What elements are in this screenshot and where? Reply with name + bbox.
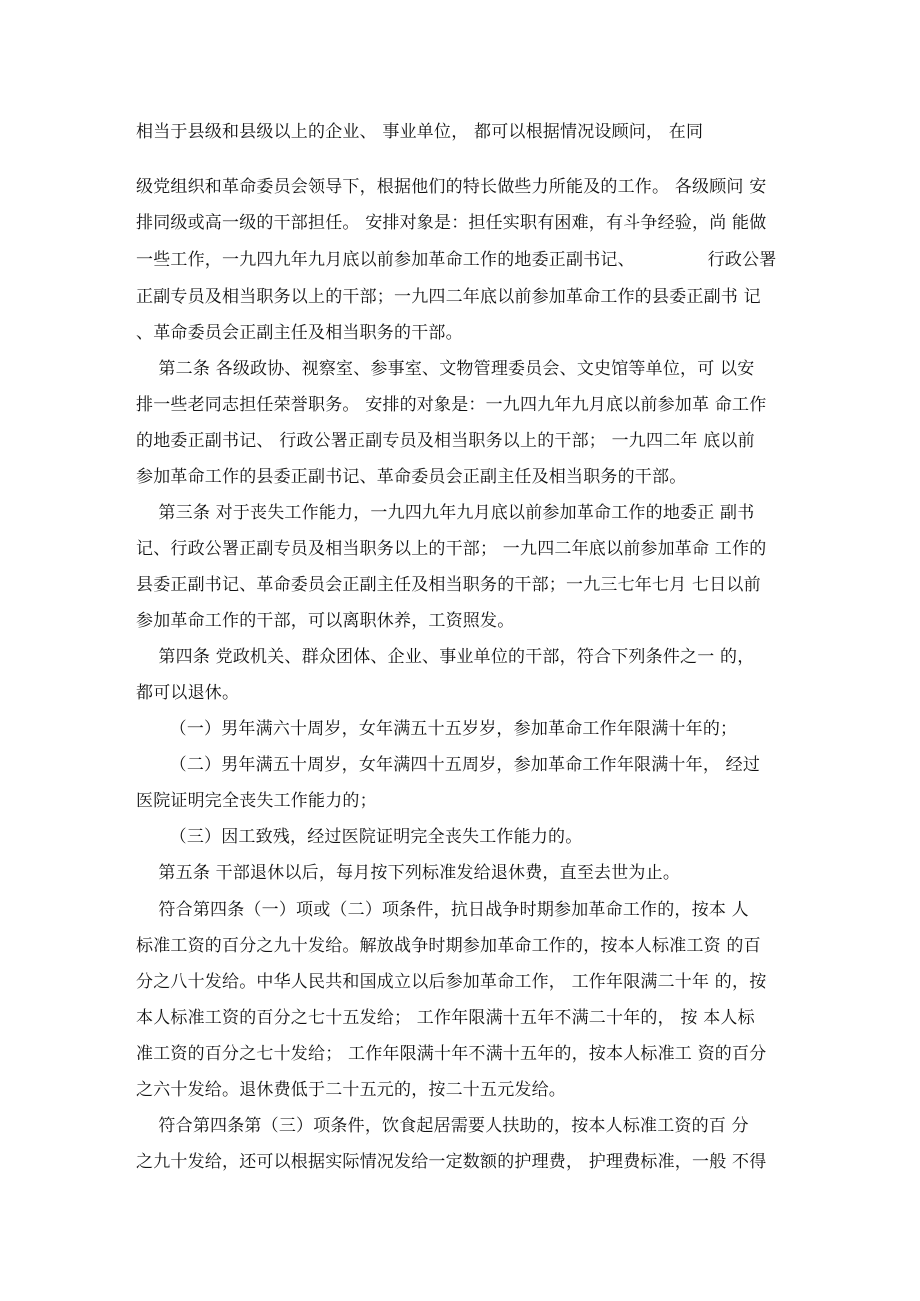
text-line: 之六十发给。退休费低于二十五元的，按二十五元发给。 — [136, 1080, 566, 1100]
text-line: 第五条 干部退休以后，每月按下列标准发给退休费，直至去世为止。 — [136, 863, 681, 883]
text-line: 第二条 各级政协、视察室、参事室、文物管理委员会、文史馆等单位，可 以安 — [136, 359, 755, 379]
text-line: 都可以退休。 — [136, 683, 240, 703]
text-line: 医院证明完全丧失工作能力的； — [136, 791, 377, 811]
text-line: 的地委正副书记、 行政公署正副专员及相当职务以上的干部； 一九四二年 底以前 — [136, 431, 755, 451]
text-line: 级党组织和革命委员会领导下，根据他们的特长做些力所能及的工作。 各级顾问 安 — [136, 177, 767, 197]
text-line: 准工资的百分之七十发给； 工作年限满十年不满十五年的，按本人标准工 资的百分 — [136, 1044, 767, 1064]
text-line: 分之八十发给。中华人民共和国成立以后参加革命工作， 工作年限满二十年 的，按 — [136, 972, 767, 992]
text-line: 第三条 对于丧失工作能力，一九四九年九月底以前参加革命工作的地委正 副书 — [136, 503, 755, 523]
text-line: 标准工资的百分之九十发给。解放战争时期参加革命工作的，按本人标准工资 的百 — [136, 936, 761, 956]
text-line: 相当于县级和县级以上的企业、 事业单位， 都可以根据情况设顾问， 在同 — [136, 122, 704, 142]
text-line: 县委正副书记、革命委员会正副主任及相当职务的干部；一九三七年七月 七日以前 — [136, 575, 761, 595]
text-line: 记、行政公署正副专员及相当职务以上的干部； 一九四二年底以前参加革命 工作的 — [136, 539, 767, 559]
text-line: 排同级或高一级的干部担任。 安排对象是：担任实职有困难，有斗争经验，尚 能做 — [136, 213, 767, 233]
text-line: 一些工作，一九四九年九月底以前参加革命工作的地委正副书记、 行政公署 — [136, 250, 777, 270]
text-line: （二）男年满五十周岁，女年满四十五周岁，参加革命工作年限满十年， 经过 — [136, 755, 761, 775]
text-line: 、革命委员会正副主任及相当职务的干部。 — [136, 323, 463, 343]
text-line: 之九十发给，还可以根据实际情况发给一定数额的护理费， 护理费标准，一般 不得 — [136, 1152, 767, 1172]
text-line: （一）男年满六十周岁，女年满五十五岁岁，参加革命工作年限满十年的； — [136, 719, 738, 739]
text-line: 第四条 党政机关、群众团体、企业、事业单位的干部，符合下列条件之一 的， — [136, 647, 755, 667]
text-line: 符合第四条第（三）项条件，饮食起居需要人扶助的，按本人标准工资的百 分 — [136, 1116, 749, 1136]
text-line: 正副专员及相当职务以上的干部；一九四二年底以前参加革命工作的县委正副书 记 — [136, 287, 761, 307]
text-line: （三）因工致残，经过医院证明完全丧失工作能力的。 — [136, 827, 583, 847]
text-line: 参加革命工作的干部，可以离职休养，工资照发。 — [136, 611, 515, 631]
text-line: 本人标准工资的百分之七十五发给； 工作年限满十五年不满二十年的， 按 本人标 — [136, 1008, 755, 1028]
text-line: 参加革命工作的县委正副书记、革命委员会正副主任及相当职务的干部。 — [136, 467, 687, 487]
text-line: 符合第四条（一）项或（二）项条件，抗日战争时期参加革命工作的，按本 人 — [136, 900, 749, 920]
text-line: 排一些老同志担任荣誉职务。 安排的对象是：一九四九年九月底以前参加革 命工作 — [136, 395, 767, 415]
